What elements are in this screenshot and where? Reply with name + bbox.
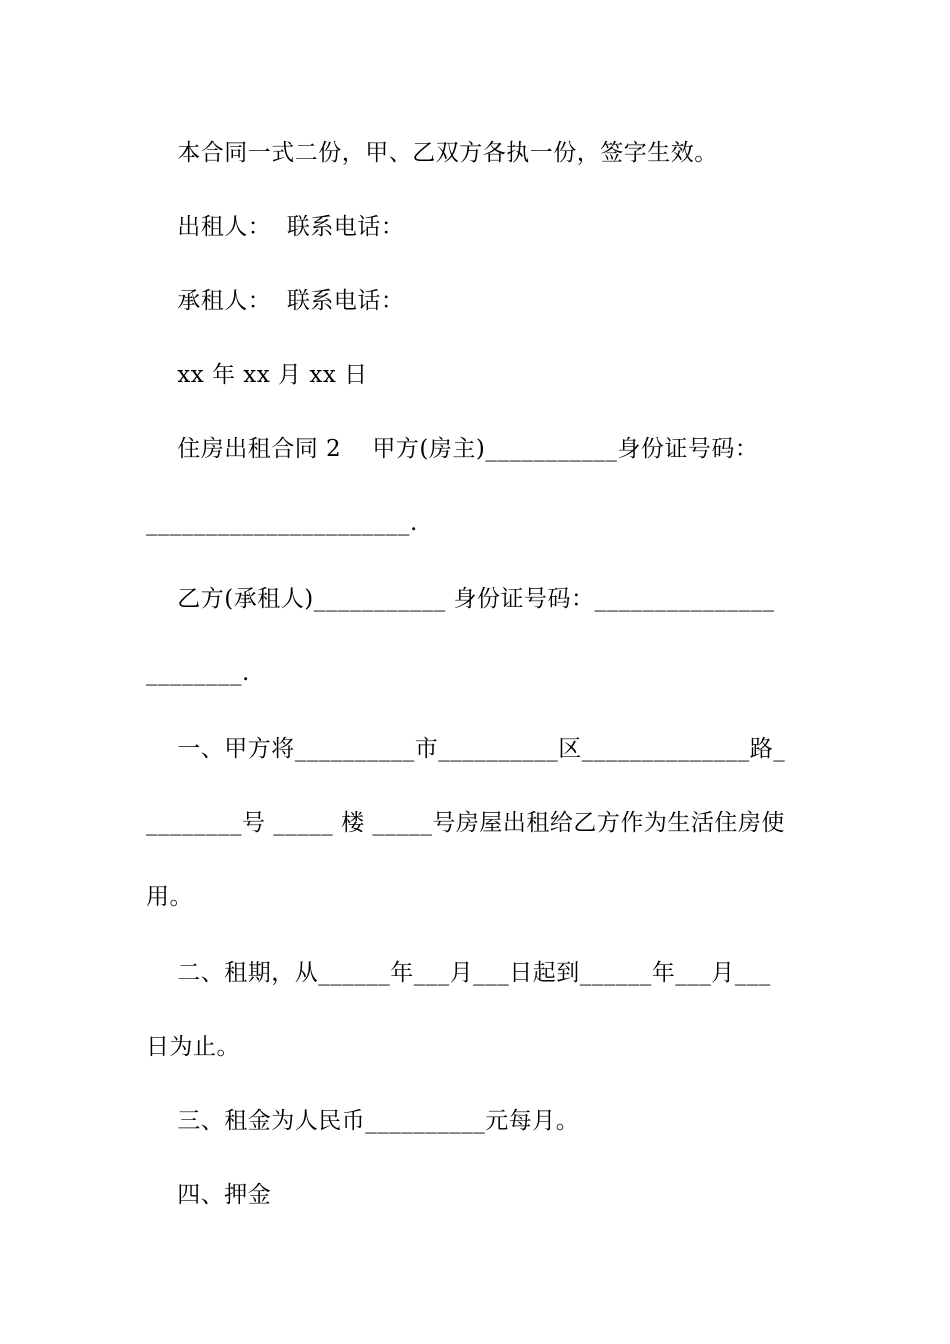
paragraph-date: xx 年 xx 月 xx 日 xyxy=(146,362,368,388)
paragraph-clause-2: 二、租期，从______年___月___日起到______年___月___ xyxy=(146,960,771,986)
paragraph-party-b: 乙方(承租人)___________ 身份证号码：_______________ xyxy=(146,586,775,612)
paragraph-clause-4: 四、押金 xyxy=(146,1182,272,1208)
paragraph-clause-1-end: 用。 xyxy=(146,884,193,910)
paragraph-clause-1-continued: ________号 _____ 楼 _____号房屋出租给乙方作为生活住房使 xyxy=(146,810,785,836)
paragraph-clause-3: 三、租金为人民币__________元每月。 xyxy=(146,1108,580,1134)
paragraph-party-a-id-continuation: ______________________. xyxy=(146,510,418,536)
paragraph-contract2-party-a: 住房出租合同 2 甲方(房主)___________身份证号码： xyxy=(146,436,759,462)
paragraph-clause-2-end: 日为止。 xyxy=(146,1034,240,1060)
paragraph-lessor-contact: 出租人： 联系电话： xyxy=(146,214,405,240)
paragraph-lessee-contact: 承租人： 联系电话： xyxy=(146,288,405,314)
paragraph-clause-1: 一、甲方将__________市__________区______________路_ xyxy=(146,736,786,762)
paragraph-party-b-id-continuation: ________. xyxy=(146,660,250,686)
paragraph-copies-clause: 本合同一式二份，甲、乙双方各执一份，签字生效。 xyxy=(146,140,718,166)
